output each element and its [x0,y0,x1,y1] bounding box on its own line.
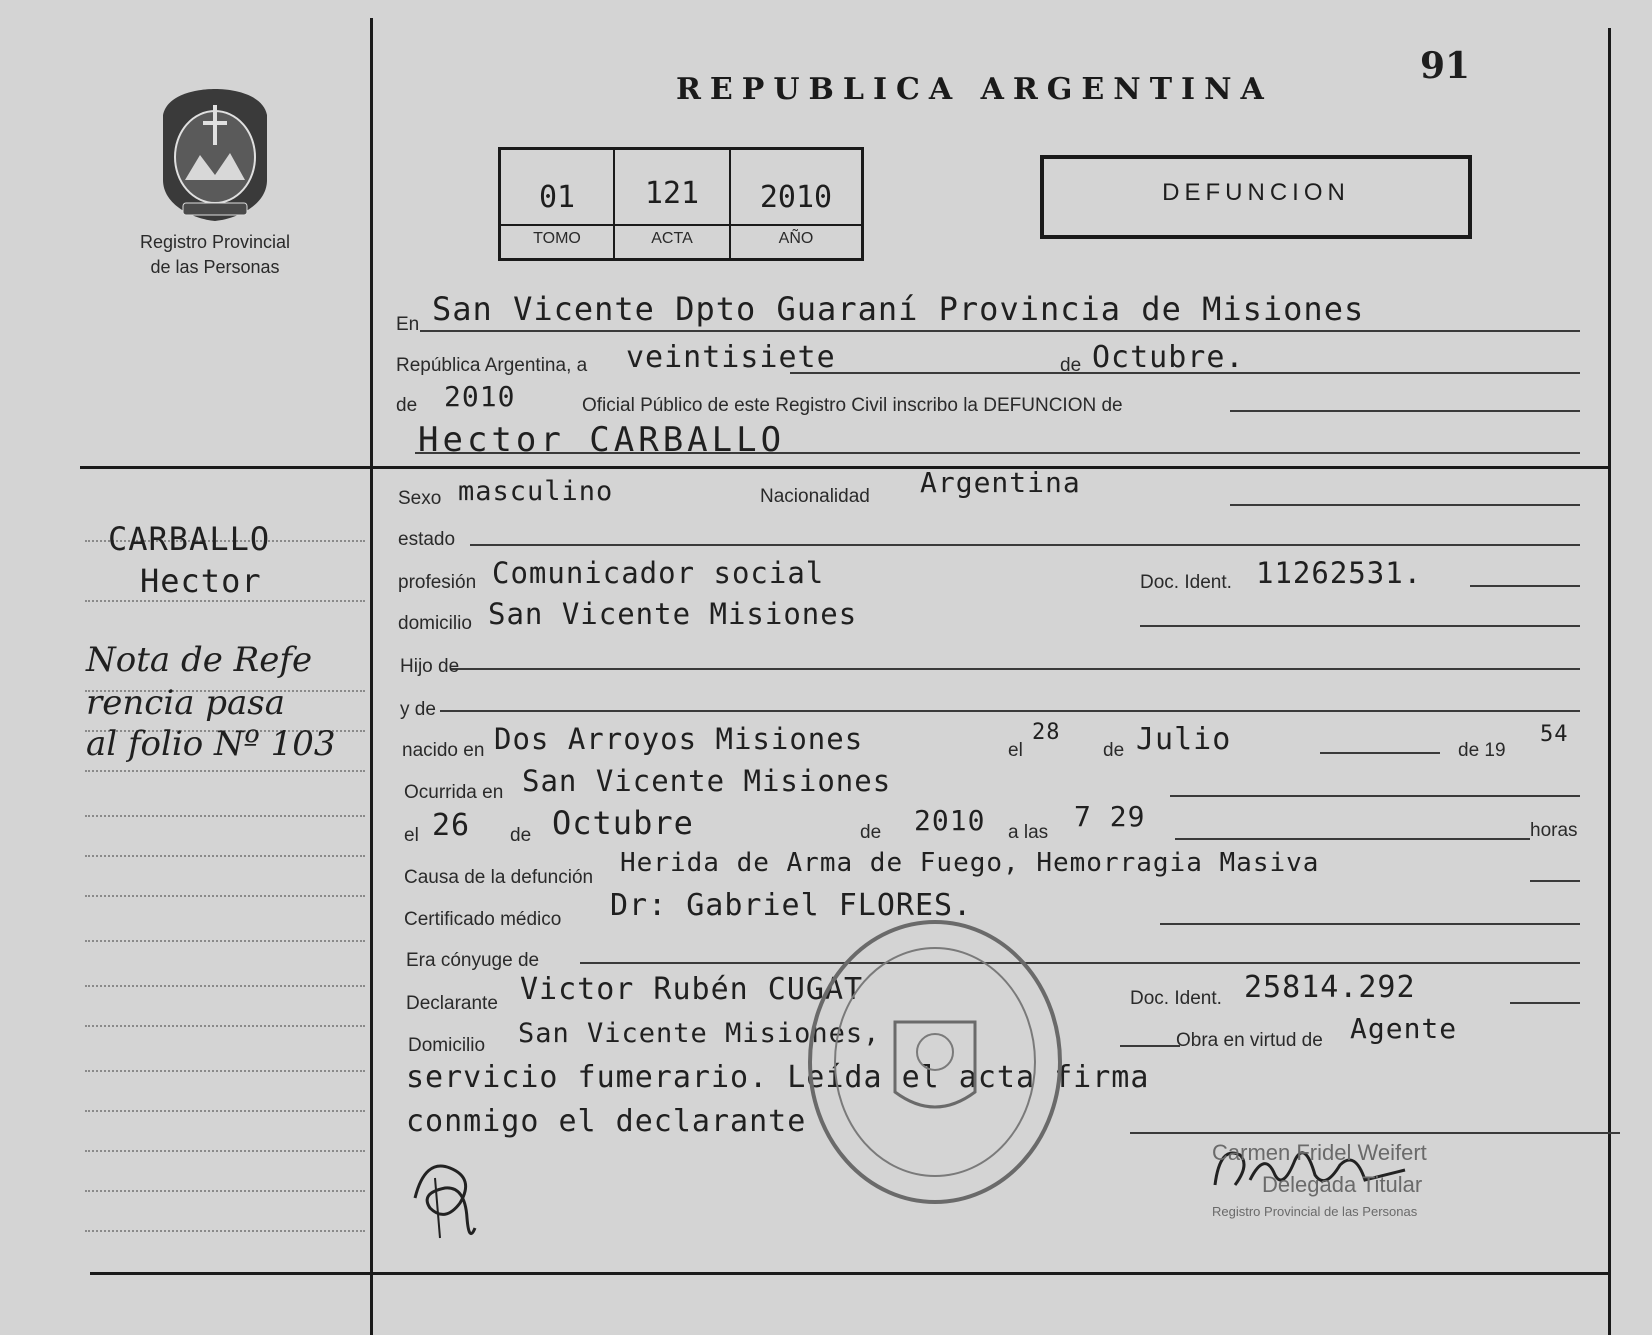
right-border [1608,28,1611,1335]
value-nacido-mes: Julio [1136,722,1232,757]
value-fallece-mes: Octubre [552,804,694,842]
label-nacido-en: nacido en [402,740,485,761]
label-de-month-2: de [510,825,532,846]
anio-value: 2010 [759,180,833,215]
issuer-line-2: de las Personas [150,257,280,277]
value-declarante: Victor Rubén CUGAT [520,972,864,1007]
label-obra: Obra en virtud de [1176,1030,1323,1051]
label-nacido-de: de [1103,740,1125,761]
margin-column-divider [370,18,373,1335]
value-nacionalidad: Argentina [920,466,1081,499]
value-domicilio: San Vicente Misiones [488,597,858,631]
label-nacionalidad: Nacionalidad [760,486,870,507]
page-number: 91 [1420,45,1471,87]
value-ocurrida-en: San Vicente Misiones [522,764,892,798]
value-nacido-anio: 54 [1540,722,1569,747]
value-fallece-anio: 2010 [914,804,986,837]
stamp-name: Carmen Fridel Weifert [1212,1140,1427,1165]
country-title: REPUBLICA ARGENTINA [676,72,1273,107]
issuer-line-1: Registro Provincial [139,232,291,252]
value-obra: Agente [1350,1012,1458,1045]
value-nombre: Hector CARBALLO [418,420,786,460]
label-nacido-el: el [1008,740,1023,761]
label-causa: Causa de la defunción [404,867,594,888]
label-sexo: Sexo [398,488,442,509]
margin-given-name: Hector [140,562,262,600]
label-oficial: Oficial Público de este Registro Civil inscribo la DEFUNCION de [582,395,1123,416]
label-y-de: y de [400,699,436,720]
margin-note-line-3: al folio Nº 103 [86,724,336,764]
footer-divider [90,1272,1608,1275]
label-doc-ident: Doc. Ident. [1140,572,1232,593]
tomo-caption: TOMO [533,230,581,247]
value-continuation-1: servicio fumerario. Leída el acta firma [406,1060,1150,1095]
acta-value: 121 [644,176,700,211]
value-sexo: masculino [458,476,614,507]
value-nacido-en: Dos Arroyos Misiones [494,722,864,756]
value-certificado: Dr: Gabriel FLORES. [610,888,973,923]
label-certificado: Certificado médico [404,909,562,930]
value-dia-registro: veintisiete [626,340,836,375]
value-profesion: Comunicador social [492,556,825,590]
label-de-year: de [396,395,418,416]
acta-caption: ACTA [651,230,693,247]
margin-note-line-2: rencia pasa [86,683,286,723]
provincial-coat-of-arms-icon [155,85,275,225]
record-type-box [1040,155,1472,239]
label-de-year-2: de [860,822,882,843]
label-conyuge: Era cónyuge de [406,950,540,971]
anio-caption: AÑO [778,230,814,247]
margin-surname: CARBALLO [108,520,271,558]
value-declarante-doc: 25814.292 [1244,970,1416,1005]
value-declarante-domicilio: San Vicente Misiones, [518,1018,881,1049]
official-seal-icon [800,912,1070,1212]
label-ocurrida-en: Ocurrida en [404,782,504,803]
registry-number-box [498,147,864,261]
value-fallece-hora: 7 29 [1074,800,1146,833]
label-a-las: a las [1008,822,1049,843]
value-anio-registro: 2010 [444,380,516,413]
label-republica: República Argentina, a [396,355,588,376]
value-causa: Herida de Arma de Fuego, Hemorragia Masiva [620,848,1320,878]
label-domicilio-declarante: Domicilio [408,1035,486,1056]
value-continuation-2: conmigo el declarante [406,1104,807,1139]
tomo-value: 01 [538,180,576,215]
label-domicilio: domicilio [398,613,472,634]
label-de-month: de [1060,355,1082,376]
label-hijo-de: Hijo de [400,656,460,677]
record-type: DEFUNCION [1162,179,1350,206]
value-nacido-dia: 28 [1032,720,1061,745]
stamp-office: Registro Provincial de las Personas [1212,1204,1418,1219]
label-estado: estado [398,529,456,550]
declarant-signature [405,1148,495,1248]
label-declarante-doc: Doc. Ident. [1130,988,1222,1009]
value-doc-ident: 11262531. [1256,556,1423,590]
header-divider [80,466,1608,469]
label-horas: horas [1530,820,1578,841]
label-de-19: de 19 [1458,740,1506,761]
value-mes-registro: Octubre. [1092,340,1245,375]
label-el: el [404,825,419,846]
label-profesion: profesión [398,572,477,593]
margin-note-line-1: Nota de Refe [86,640,313,680]
value-lugar: San Vicente Dpto Guaraní Provincia de Misiones [432,290,1365,328]
label-en: En [396,314,420,335]
stamp-role: Delegada Titular [1262,1172,1423,1197]
label-declarante: Declarante [406,993,498,1014]
value-fallece-dia: 26 [432,808,471,843]
